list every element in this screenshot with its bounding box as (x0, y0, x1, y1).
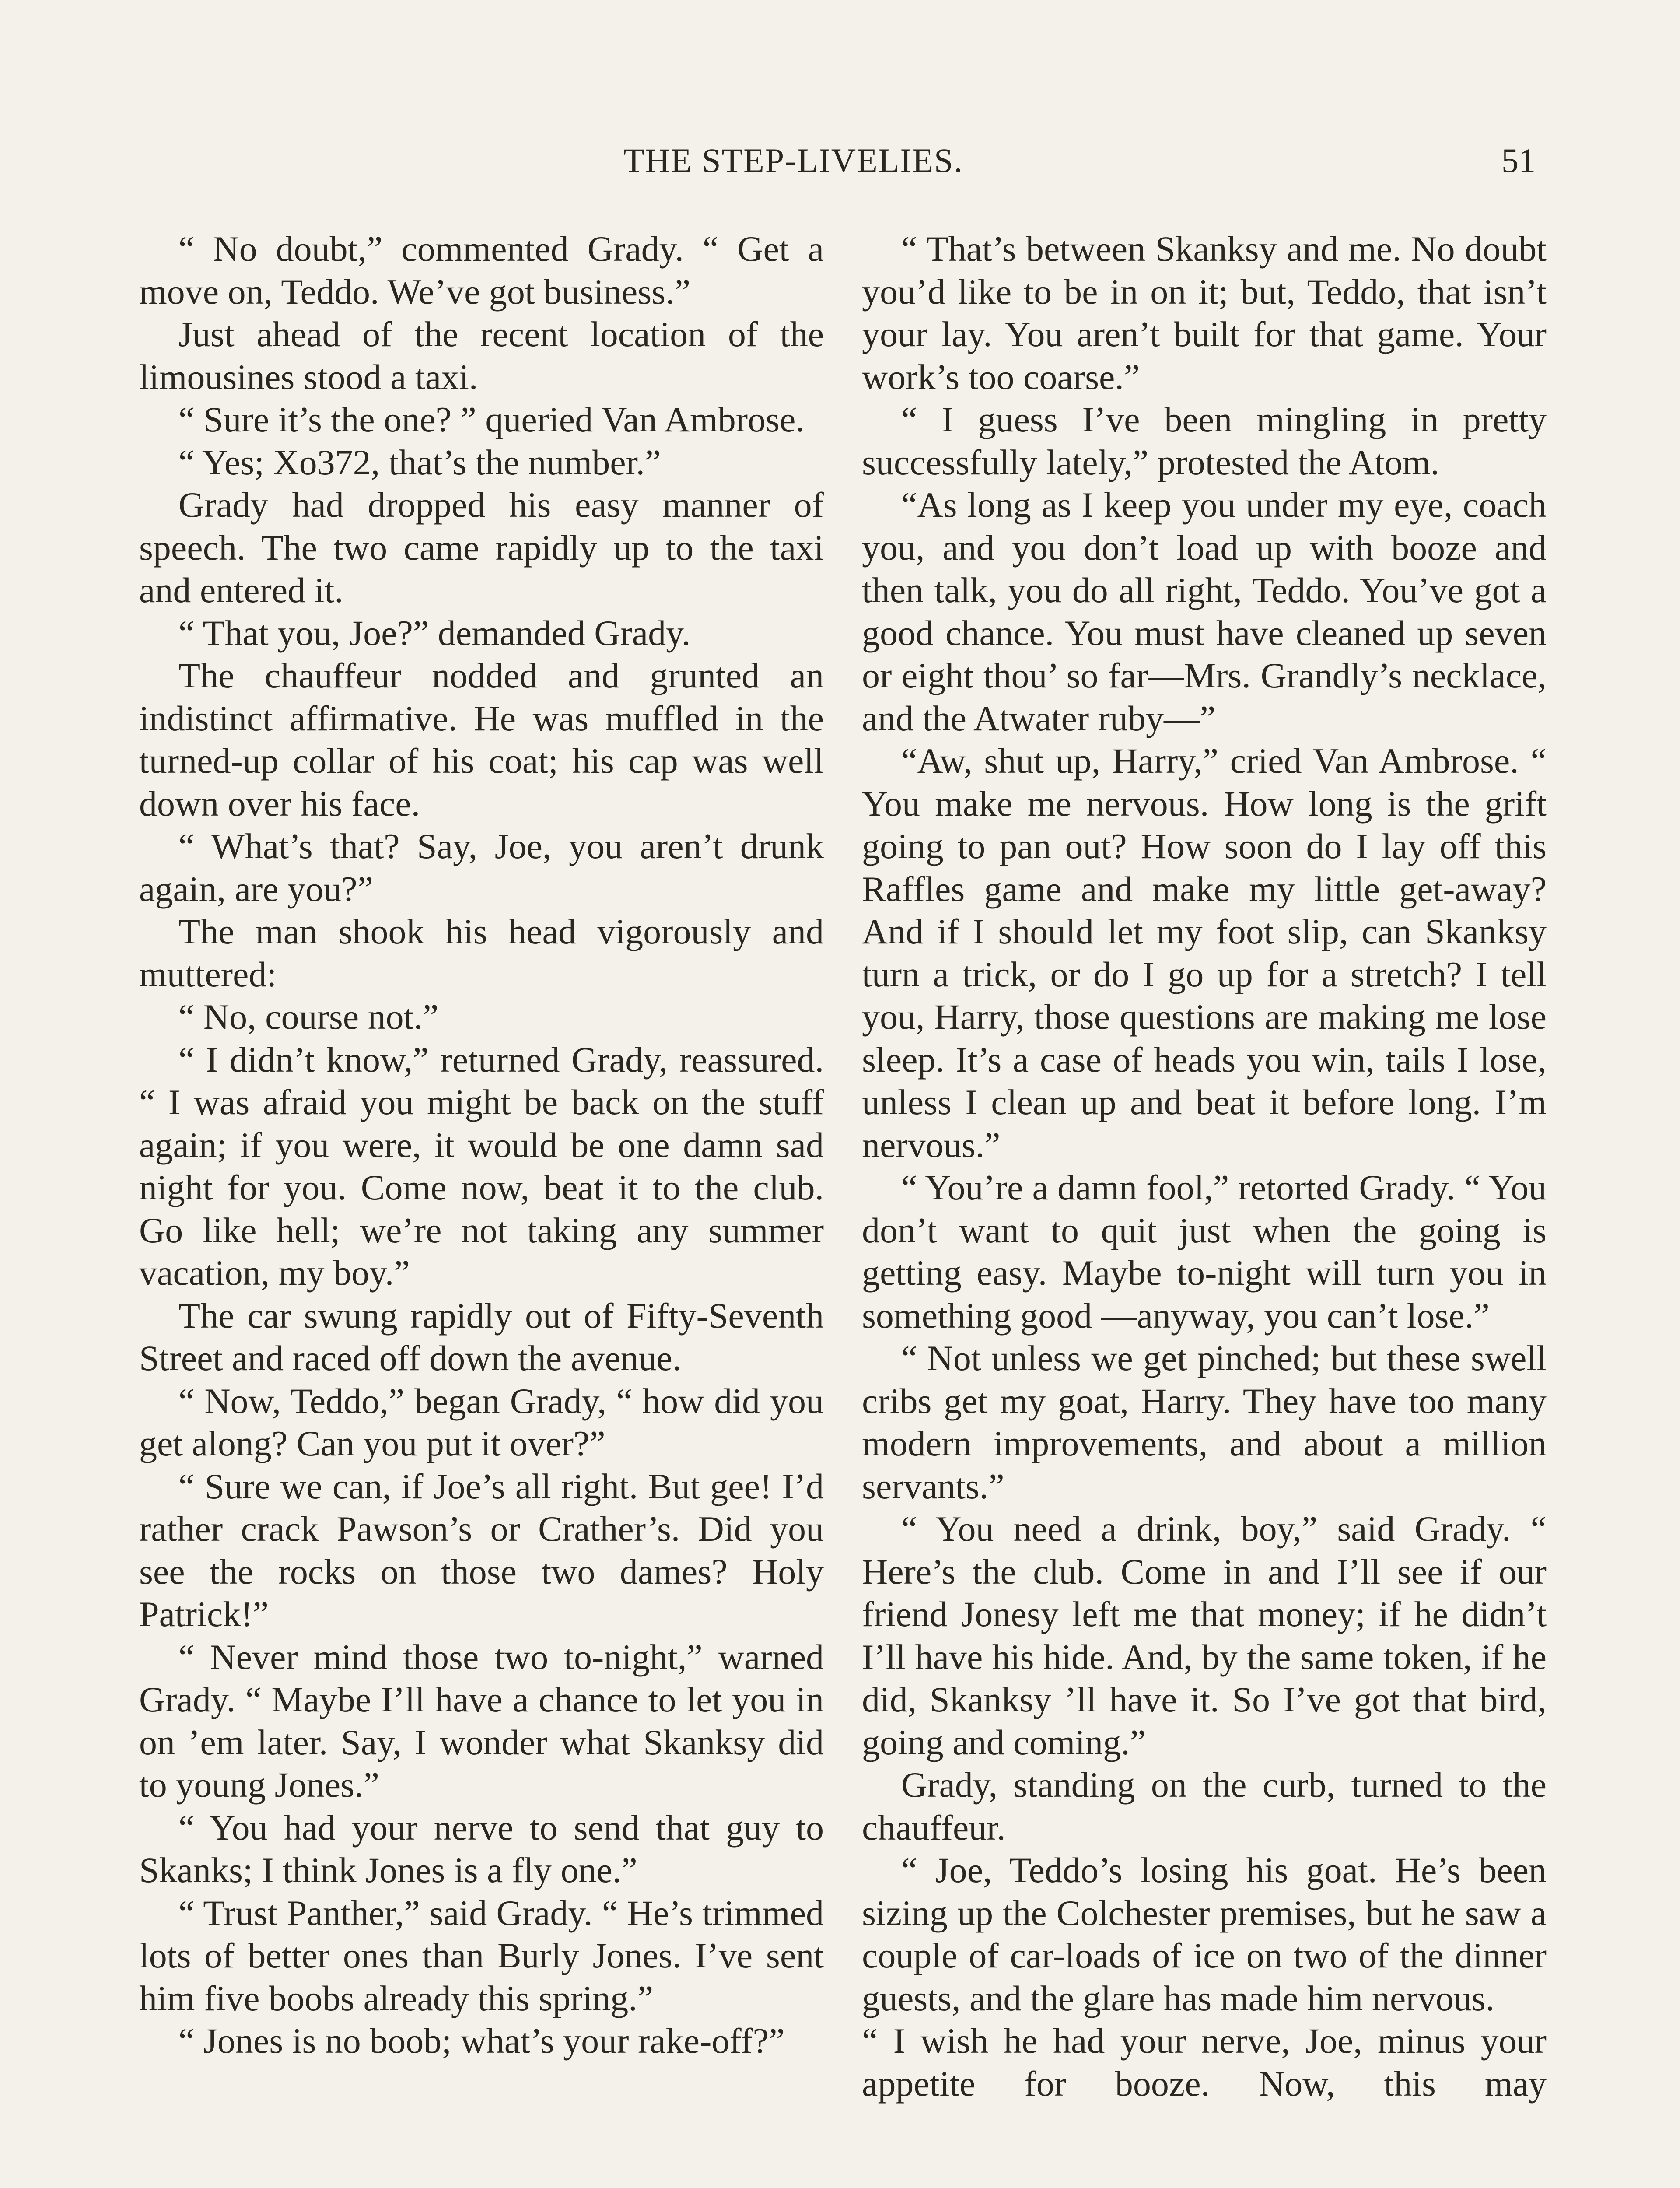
paragraph: “ Not unless we get pinched; but these swell cribs get my goat, Harry. They have too many modern improvements, and about a million servants.” (862, 1338, 1547, 1506)
paragraph: “ Never mind those two to-night,” warned Grady. “ Maybe I’ll have a chance to let you in on ’em later. Say, I wonder what Skanksy did to young Jones.” (139, 1637, 824, 1805)
paragraph: “ Sure it’s the one? ” queried Van Ambrose. (178, 400, 805, 439)
paragraph: “ Now, Teddo,” began Grady, “ how did you get along? Can you put it over?” (139, 1381, 824, 1463)
paragraph: The man shook his head vigorously and muttered: (139, 912, 824, 994)
paragraph: Just ahead of the recent location of the limousines stood a taxi. (139, 314, 824, 397)
paragraph: Grady had dropped his easy manner of speech. The two came rapidly up to the taxi and entered it. (139, 485, 824, 610)
paragraph: “Aw, shut up, Harry,” cried Van Ambrose. “ You make me nervous. How long is the grift going to pan out? How soon do I lay off this Raffles game and make my little get-away? And if I should let my foot slip, can Skanksy turn a trick, or do I go up for a stretch? I tell you, Harry, those questions are making me lose sleep. It’s a case of heads you win, tails I lose, unless I clean up and beat it before long. I’m nervous.” (862, 741, 1547, 1165)
paragraph: “ Joe, Teddo’s losing his goat. He’s been sizing up the Colchester premises, but he saw a couple of car-loads of ice on two of the dinner guests, and the glare has made him nervous. (862, 1850, 1547, 2018)
paragraph: Grady, standing on the curb, turned to the chauffeur. (862, 1765, 1547, 1848)
paragraph: “ You had your nerve to send that guy to Skanks; I think Jones is a fly one.” (139, 1807, 824, 1890)
paragraph: “ Trust Panther,” said Grady. “ He’s trimmed lots of better ones than Burly Jones. I’ve sent him five boobs already this spring.” (139, 1893, 824, 2018)
paragraph: “ No, course not.” (178, 997, 439, 1037)
left-column (139, 228, 824, 2062)
paragraph: “ What’s that? Say, Joe, you aren’t drunk again, are you?” (139, 826, 824, 909)
paragraph: “ Sure we can, if Joe’s all right. But gee! I’d rather crack Pawson’s or Crather’s. Did you see the rocks on those two dames? Holy Patrick!” (139, 1466, 824, 1634)
paragraph: “ That’s between Skanksy and me. No doubt you’d like to be in on it; but, Teddo, that isn’t your lay. You aren’t built for that game. Your work’s too coarse.” (862, 229, 1547, 397)
paragraph: “ That you, Joe?” demanded Grady. (178, 613, 691, 653)
paragraph: The chauffeur nodded and grunted an indistinct affirmative. He was muffled in the turned-up collar of his coat; his cap was well down over his face. (139, 656, 824, 824)
paragraph: “ Jones is no boob; what’s your rake-off?” (178, 2021, 785, 2061)
running-head: THE STEP-LIVELIES. (623, 141, 963, 179)
paragraph: “ Yes; Xo372, that’s the number.” (178, 442, 661, 482)
paragraph: “ I didn’t know,” returned Grady, reassured. “ I was afraid you might be back on the stuff again; if you were, it would be one damn sad night for you. Come now, beat it to the club. Go like hell; we’re not taking any summer vacation, my boy.” (139, 1039, 824, 1293)
right-column (862, 228, 1547, 2105)
paragraph: “ I wish he had your nerve, Joe, minus your appetite for booze. Now, this may (862, 2021, 1547, 2104)
paragraph: “ I guess I’ve been mingling in pretty successfully lately,” protested the Atom. (862, 400, 1547, 482)
paragraph: “ You need a drink, boy,” said Grady. “ Here’s the club. Come in and I’ll see if our friend Jonesy left me that money; if he didn’t I’ll have his hide. And, by the same token, if he did, Skanksy ’ll have it. So I’ve got that bird, going and coming.” (862, 1509, 1547, 1762)
paragraph: “ No doubt,” commented Grady. “ Get a move on, Teddo. We’ve got business.” (139, 229, 824, 312)
page-number: 51 (1502, 141, 1536, 179)
page-header (0, 141, 1680, 189)
paragraph: The car swung rapidly out of Fifty-Seventh Street and raced off down the avenue. (139, 1295, 824, 1378)
paragraph: “ You’re a damn fool,” retorted Grady. “ You don’t want to quit just when the going is getting easy. Maybe to-night will turn you in something good —anyway, you can’t lose.” (862, 1168, 1547, 1336)
paragraph: “As long as I keep you under my eye, coach you, and you don’t load up with booze and then talk, you do all right, Teddo. You’ve got a good chance. You must have cleaned up seven or eight thou’ so far—Mrs. Grandly’s necklace, and the Atwater ruby—” (862, 485, 1547, 738)
